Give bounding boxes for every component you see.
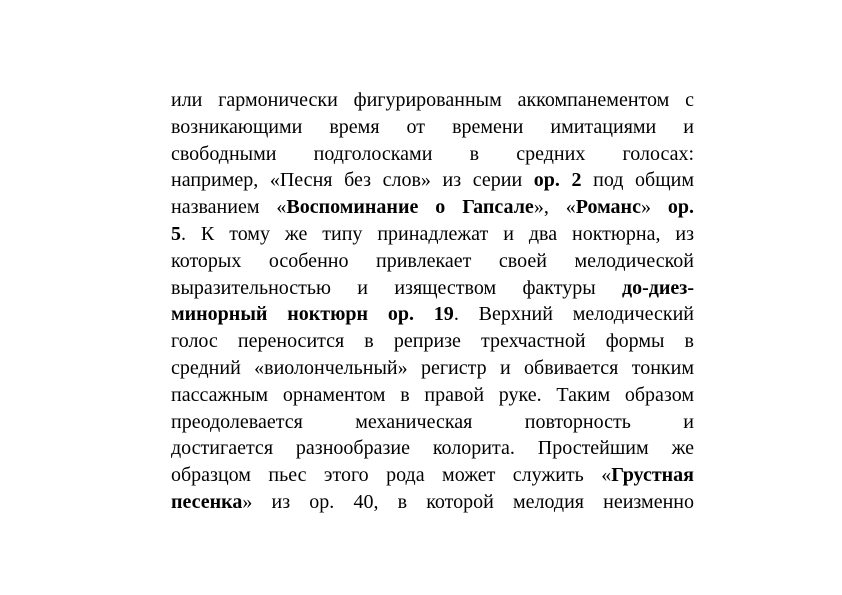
bold-term: минорный ноктюрн ор. 19 (171, 303, 454, 326)
text-run: голос переносится в репризе трехчастной формы в (171, 330, 694, 353)
text-line (171, 355, 694, 382)
text-line (171, 409, 694, 436)
text-run: » (640, 196, 668, 219)
text-line (171, 462, 694, 489)
bold-term: Грустная (611, 464, 694, 487)
text-run: выразительностью и изяществом фактуры (171, 276, 622, 299)
text-run: которых особенно привлекает своей мелодической (171, 249, 694, 272)
text-run: » из ор. 40, в которой мелодия неизменно (242, 490, 694, 513)
text-run: свободными подголосками в средних голосах: (171, 142, 694, 165)
bold-term: песенка (171, 490, 243, 513)
bold-term: до-диез- (622, 276, 694, 299)
text-line (171, 221, 694, 248)
bold-term: Воспоминание о Гапсале (286, 196, 534, 219)
text-run: . К тому же типу принадлежат и два ноктюрна, из (181, 222, 694, 245)
text-line (171, 194, 694, 221)
document-body (171, 87, 694, 516)
text-line (171, 167, 694, 194)
text-line (171, 141, 694, 168)
bold-term: ор. 2 (533, 169, 582, 192)
text-line (171, 87, 694, 114)
text-run: например, «Песня без слов» из серии (171, 169, 534, 192)
text-run: достигается разнообразие колорита. Простейшим же (171, 437, 694, 460)
text-run: или гармонически фигурированным аккомпанементом с (171, 89, 694, 111)
text-run: », « (533, 196, 576, 219)
text-line (171, 248, 694, 275)
text-line (171, 275, 694, 302)
text-line (171, 328, 694, 355)
text-run: средний «виолончельный» регистр и обвивается тонким (171, 356, 694, 379)
text-run: преодолевается механическая повторность и (171, 410, 694, 433)
text-line (171, 382, 694, 409)
bold-term: Романс (575, 196, 641, 219)
text-run: . Верхний мелодический (453, 303, 695, 326)
text-run: возникающими время от времени имитациями и (171, 115, 694, 138)
text-line (171, 489, 694, 516)
text-run: под общим (581, 169, 694, 192)
text-run: пассажным орнаментом в правой руке. Таким образом (171, 383, 694, 406)
text-line (171, 301, 694, 328)
bold-term: ор. (667, 196, 695, 219)
bold-term: 5 (171, 222, 181, 245)
text-line (171, 435, 694, 462)
text-run: образцом пьес этого рода может служить « (171, 464, 612, 487)
text-run: названием « (171, 196, 287, 219)
text-line (171, 114, 694, 141)
